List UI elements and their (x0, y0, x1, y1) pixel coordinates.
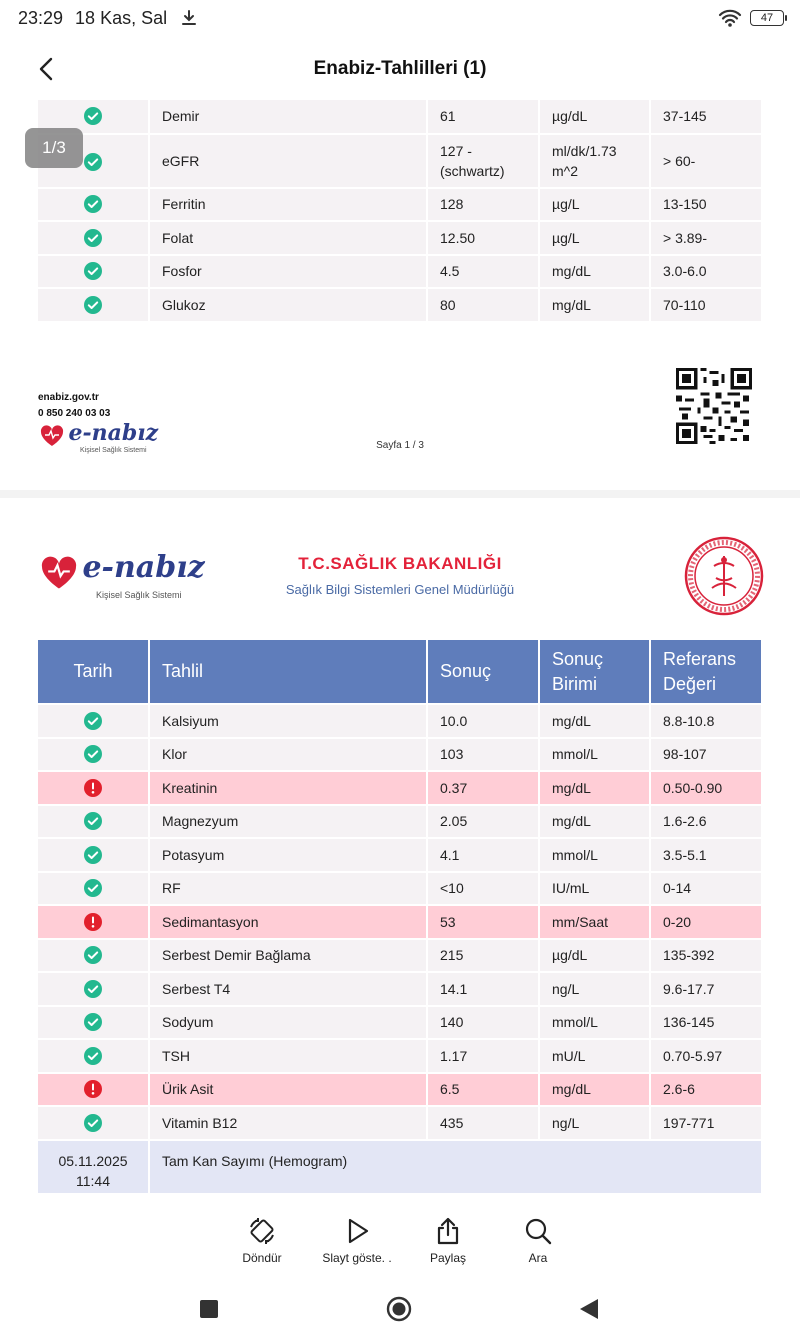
search-label: Ara (528, 1251, 548, 1265)
pdf-viewer[interactable] (0, 100, 800, 1200)
reference-value: 37-145 (650, 100, 762, 134)
table-row (38, 872, 762, 906)
reference-value: 0.50-0.90 (650, 771, 762, 805)
table-row (38, 1039, 762, 1073)
table-row (38, 771, 762, 805)
result-unit: mg/dL (539, 704, 650, 738)
slideshow-label: Slayt göste. . (322, 1251, 392, 1265)
table-header-row (38, 640, 762, 704)
rotate-label: Döndür (242, 1251, 282, 1265)
test-result: 103 (427, 738, 539, 772)
table-row (38, 100, 762, 134)
check-circle-icon (84, 262, 102, 280)
test-result: 1.17 (427, 1039, 539, 1073)
search-icon (523, 1216, 553, 1246)
reference-value: > 3.89- (650, 221, 762, 255)
result-unit: ml/dk/1.73 m^2 (539, 134, 650, 188)
footer-site: enabiz.gov.tr (38, 392, 99, 403)
test-result: 80 (427, 288, 539, 322)
header-date: Tarih (38, 640, 149, 704)
table-row (38, 221, 762, 255)
reference-value: 2.6-6 (650, 1073, 762, 1107)
status-cell (38, 221, 149, 255)
result-unit: mg/dL (539, 771, 650, 805)
table-row (38, 188, 762, 222)
test-result: 6.5 (427, 1073, 539, 1107)
result-unit: µg/L (539, 221, 650, 255)
alert-circle-icon (84, 1080, 102, 1098)
test-result: 128 (427, 188, 539, 222)
status-icons (718, 8, 784, 28)
share-icon (433, 1216, 463, 1246)
lab-results-table-page1 (38, 100, 763, 323)
test-name: Vitamin B12 (149, 1106, 427, 1140)
result-unit: mg/dL (539, 1073, 650, 1107)
app-header (0, 44, 800, 94)
reference-value: > 60- (650, 134, 762, 188)
check-circle-icon (84, 946, 102, 964)
status-cell (38, 838, 149, 872)
recents-icon[interactable] (196, 1296, 222, 1322)
table-row (38, 134, 762, 188)
status-cell (38, 771, 149, 805)
test-result: 435 (427, 1106, 539, 1140)
test-name: Ferritin (149, 188, 427, 222)
back-arrow-icon[interactable] (34, 56, 60, 82)
status-cell (38, 1039, 149, 1073)
test-name: Serbest Demir Bağlama (149, 939, 427, 973)
status-date: 18 Kas, Sal (75, 7, 168, 28)
test-name: TSH (149, 1039, 427, 1073)
test-name: Potasyum (149, 838, 427, 872)
reference-value: 3.0-6.0 (650, 255, 762, 289)
header-reference: Referans Değeri (650, 640, 762, 704)
test-result: <10 (427, 872, 539, 906)
result-unit: µg/dL (539, 100, 650, 134)
reference-value: 70-110 (650, 288, 762, 322)
status-time: 23:29 (18, 7, 64, 28)
table-row (38, 905, 762, 939)
test-result: 127 - (schwartz) (427, 134, 539, 188)
result-unit: ng/L (539, 972, 650, 1006)
group-title: Tam Kan Sayımı (Hemogram) (149, 1140, 762, 1194)
test-result: 14.1 (427, 972, 539, 1006)
reference-value: 98-107 (650, 738, 762, 772)
logo-tagline: Kişisel Sağlık Sistemi (80, 446, 147, 454)
home-icon[interactable] (386, 1296, 412, 1322)
reference-value: 0.70-5.97 (650, 1039, 762, 1073)
table-row (38, 288, 762, 322)
test-result: 2.05 (427, 805, 539, 839)
ministry-seal-icon (684, 536, 764, 616)
bottom-toolbar (0, 1200, 800, 1276)
ministry-name: T.C.SAĞLIK BAKANLIĞI (298, 554, 502, 573)
test-name: Fosfor (149, 255, 427, 289)
ministry-subtitle: Sağlık Bilgi Sistemleri Genel Müdürlüğü (285, 582, 515, 597)
status-cell (38, 1006, 149, 1040)
qr-code-icon (676, 368, 752, 444)
test-name: Glukoz (149, 288, 427, 322)
status-bar (0, 0, 800, 36)
check-circle-icon (84, 980, 102, 998)
test-group-row (38, 1140, 762, 1194)
test-result: 0.37 (427, 771, 539, 805)
result-unit: mg/dL (539, 805, 650, 839)
group-date: 05.11.2025 (58, 1152, 128, 1169)
result-unit: IU/mL (539, 872, 650, 906)
footer-phone: 0 850 240 03 03 (38, 408, 111, 419)
share-label: Paylaş (429, 1251, 467, 1265)
result-unit: µg/L (539, 188, 650, 222)
check-circle-icon (84, 712, 102, 730)
rotate-button[interactable] (217, 1216, 307, 1265)
play-icon (342, 1216, 372, 1246)
reference-value: 197-771 (650, 1106, 762, 1140)
check-circle-icon (84, 879, 102, 897)
test-name: Demir (149, 100, 427, 134)
test-name: eGFR (149, 134, 427, 188)
reference-value: 135-392 (650, 939, 762, 973)
reference-value: 3.5-5.1 (650, 838, 762, 872)
status-cell (38, 905, 149, 939)
test-name: Folat (149, 221, 427, 255)
check-circle-icon (84, 1114, 102, 1132)
share-button[interactable] (403, 1216, 493, 1265)
table-row (38, 972, 762, 1006)
result-unit: mg/dL (539, 255, 650, 289)
test-result: 140 (427, 1006, 539, 1040)
status-cell (38, 972, 149, 1006)
check-circle-icon (84, 107, 102, 125)
test-result: 215 (427, 939, 539, 973)
table-row (38, 939, 762, 973)
reference-value: 0-20 (650, 905, 762, 939)
table-row (38, 738, 762, 772)
pdf-page-1 (0, 100, 800, 490)
check-circle-icon (84, 296, 102, 314)
test-result: 53 (427, 905, 539, 939)
result-unit: mmol/L (539, 1006, 650, 1040)
status-cell (38, 872, 149, 906)
document-title: Enabiz-Tahlilleri (1) (313, 58, 487, 79)
logo-name: e-nabız (82, 550, 205, 585)
table-row (38, 704, 762, 738)
reference-value: 0-14 (650, 872, 762, 906)
page-number-label: Sayfa 1 / 3 (376, 440, 424, 451)
status-cell (38, 288, 149, 322)
battery-icon (750, 10, 784, 26)
check-circle-icon (84, 812, 102, 830)
status-cell (38, 939, 149, 973)
status-cell (38, 738, 149, 772)
search-button[interactable] (493, 1216, 583, 1265)
reference-value: 13-150 (650, 188, 762, 222)
table-row (38, 838, 762, 872)
test-name: RF (149, 872, 427, 906)
table-row (38, 805, 762, 839)
test-name: Sedimantasyon (149, 905, 427, 939)
status-cell (38, 805, 149, 839)
lab-results-table (38, 640, 763, 1195)
check-circle-icon (84, 1013, 102, 1031)
battery-level: 47 (760, 12, 774, 24)
table-row (38, 1073, 762, 1107)
alert-circle-icon (84, 779, 102, 797)
test-result: 4.1 (427, 838, 539, 872)
group-time: 11:44 (76, 1172, 110, 1189)
test-name: Ürik Asit (149, 1073, 427, 1107)
check-circle-icon (84, 846, 102, 864)
status-cell (38, 188, 149, 222)
result-unit: mmol/L (539, 738, 650, 772)
result-unit: mm/Saat (539, 905, 650, 939)
header-unit: Sonuç Birimi (539, 640, 650, 704)
check-circle-icon (84, 153, 102, 171)
ministry-heading (0, 554, 800, 597)
result-unit: mU/L (539, 1039, 650, 1073)
test-result: 61 (427, 100, 539, 134)
result-unit: µg/dL (539, 939, 650, 973)
table-row (38, 255, 762, 289)
table-row (38, 1006, 762, 1040)
slideshow-button[interactable] (312, 1216, 402, 1265)
test-name: Sodyum (149, 1006, 427, 1040)
check-circle-icon (84, 195, 102, 213)
logo-tagline: Kişisel Sağlık Sistemi (96, 589, 182, 600)
table-row (38, 1106, 762, 1140)
status-cell (38, 255, 149, 289)
rotate-icon (247, 1216, 277, 1246)
test-name: Kreatinin (149, 771, 427, 805)
group-date-cell (38, 1140, 149, 1194)
check-circle-icon (84, 745, 102, 763)
reference-value: 9.6-17.7 (650, 972, 762, 1006)
back-nav-icon[interactable] (576, 1296, 602, 1322)
check-circle-icon (84, 1047, 102, 1065)
test-name: Kalsiyum (149, 704, 427, 738)
result-unit: mg/dL (539, 288, 650, 322)
page-indicator: 1/3 (25, 128, 83, 168)
reference-value: 8.8-10.8 (650, 704, 762, 738)
result-unit: mmol/L (539, 838, 650, 872)
status-cell (38, 704, 149, 738)
test-name: Magnezyum (149, 805, 427, 839)
download-icon (181, 9, 197, 27)
header-test: Tahlil (149, 640, 427, 704)
test-name: Klor (149, 738, 427, 772)
test-result: 4.5 (427, 255, 539, 289)
test-result: 12.50 (427, 221, 539, 255)
logo-name: e-nabız (68, 420, 159, 446)
pdf-page-2 (0, 498, 800, 1200)
reference-value: 1.6-2.6 (650, 805, 762, 839)
status-cell (38, 1073, 149, 1107)
result-unit: ng/L (539, 1106, 650, 1140)
alert-circle-icon (84, 913, 102, 931)
check-circle-icon (84, 229, 102, 247)
test-result: 10.0 (427, 704, 539, 738)
footer-contact (38, 390, 110, 422)
test-name: Serbest T4 (149, 972, 427, 1006)
reference-value: 136-145 (650, 1006, 762, 1040)
wifi-icon (718, 8, 742, 28)
header-result: Sonuç (427, 640, 539, 704)
system-nav-bar (0, 1276, 800, 1340)
status-cell (38, 1106, 149, 1140)
